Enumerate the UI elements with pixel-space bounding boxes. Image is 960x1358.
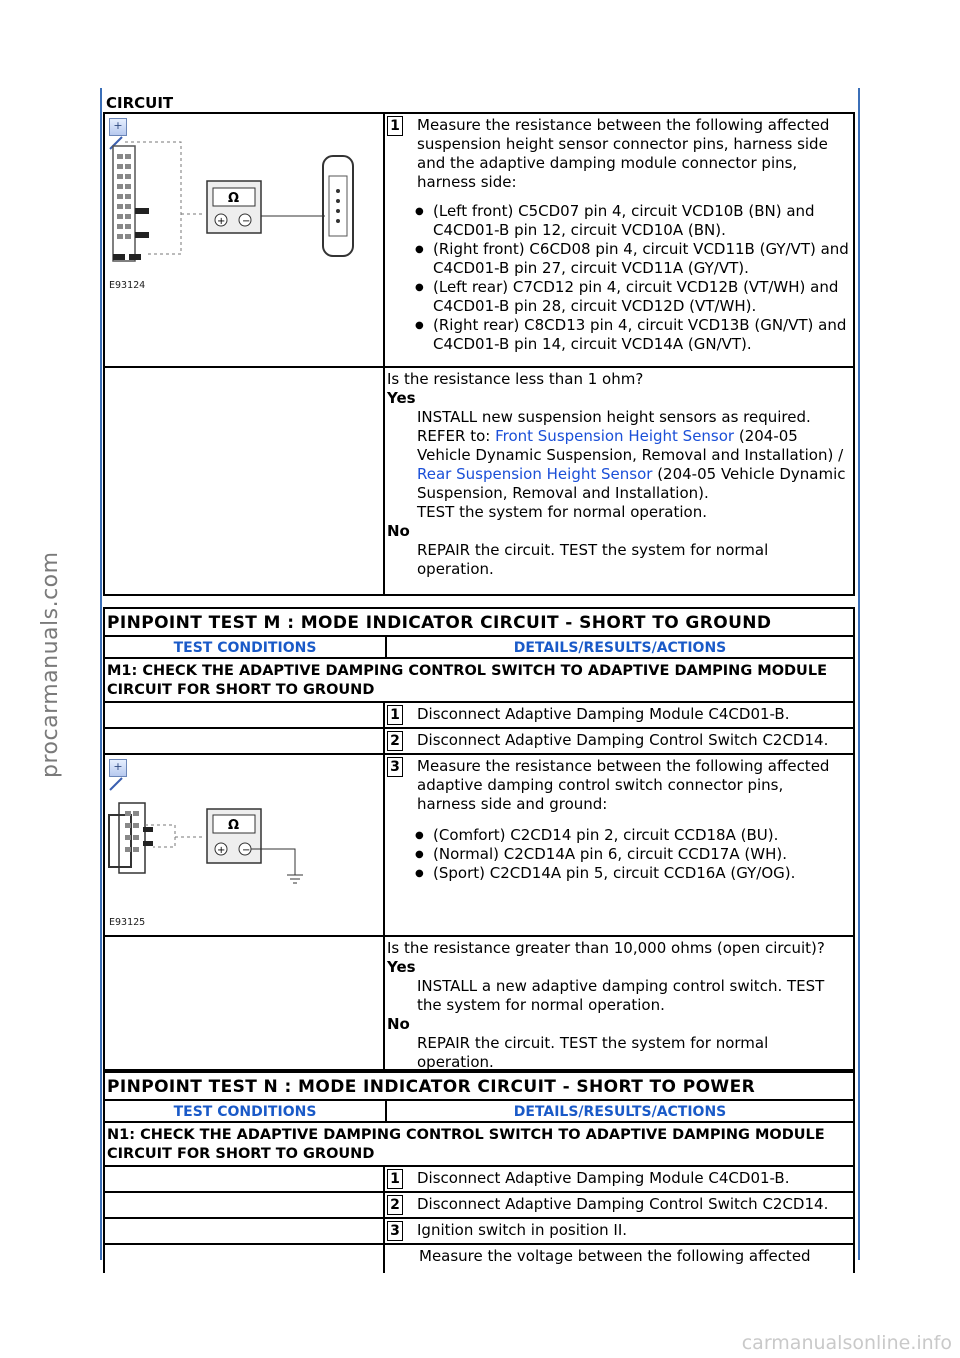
- bullet-item: ● (Sport) C2CD14A pin 5, circuit CCD16A (GY/OG).: [417, 864, 849, 883]
- step-cell: [385, 703, 853, 727]
- step-number: 3: [387, 757, 403, 777]
- question: Is the resistance less than 1 ohm?: [387, 370, 644, 388]
- bullet-list: [387, 202, 849, 354]
- bullet-item: ● (Normal) C2CD14A pin 6, circuit CCD17A (WH).: [417, 845, 849, 864]
- link2-suffix: (204-05 Vehicle Dynamic Suspension, Removal and Installation).: [417, 465, 846, 502]
- step-number: 1: [387, 705, 403, 725]
- refer-prefix: REFER to:: [417, 427, 496, 445]
- step-number: 1: [387, 116, 403, 136]
- bullet-item: ● (Right front) C6CD08 pin 4, circuit VCD11B (GY/VT) and C4CD01-B pin 27, circuit VCD11A (GY/VT).: [417, 240, 849, 278]
- step-number: 3: [387, 1221, 403, 1241]
- yes-test: TEST the system for normal operation.: [417, 503, 707, 521]
- link1-suffix: (204-05 Vehicle Dynamic Suspension, Removal and Installation) /: [417, 427, 844, 464]
- column-headers: [105, 1099, 853, 1121]
- step-text: Measure the resistance between the following affected suspension height sensor connector pins, harness side and the adaptive damping module connector pins, harness side:: [417, 116, 830, 191]
- svg-text:+: +: [217, 845, 226, 856]
- step-cell: [385, 1167, 853, 1191]
- step-number: 2: [387, 1195, 403, 1215]
- left-border-line: [100, 88, 102, 1260]
- zoom-icon[interactable]: +: [109, 759, 127, 777]
- right-border-line: [858, 88, 860, 1260]
- test-m-title: PINPOINT TEST M : MODE INDICATOR CIRCUIT - SHORT TO GROUND: [107, 613, 772, 633]
- figure-label: E93125: [109, 917, 146, 928]
- pinpoint-test-m: [103, 607, 855, 1071]
- wiring-diagram-figure: [105, 785, 381, 915]
- step-text: Disconnect Adaptive Damping Module C4CD01-B.: [417, 705, 790, 723]
- col-test-conditions: TEST CONDITIONS: [105, 637, 387, 657]
- bottom-watermark: carmanualsonline.info: [741, 1332, 952, 1354]
- bullet-list: [387, 826, 849, 883]
- step-n1-title: N1: CHECK THE ADAPTIVE DAMPING CONTROL SWITCH TO ADAPTIVE DAMPING MODULE CIRCUIT FOR SHORT TO GROUND: [105, 1121, 853, 1165]
- step-number: 2: [387, 731, 403, 751]
- rear-sensor-link[interactable]: Rear Suspension Height Sensor: [417, 465, 653, 483]
- empty-cell: [105, 1245, 385, 1273]
- bullet-item: ● (Left rear) C7CD12 pin 4, circuit VCD12B (VT/WH) and C4CD01-B pin 28, circuit VCD12D (VT/WH).: [417, 278, 849, 316]
- no-action: REPAIR the circuit. TEST the system for normal operation.: [417, 1034, 769, 1071]
- question: Is the resistance greater than 10,000 ohms (open circuit)?: [387, 939, 825, 957]
- empty-cell: [105, 729, 385, 753]
- yes-action: INSTALL a new adaptive damping control switch. TEST the system for normal operation.: [417, 977, 825, 1014]
- circuit-step-row: [105, 114, 853, 366]
- no-label: No: [387, 1015, 410, 1033]
- svg-text:Ω: Ω: [228, 191, 240, 206]
- step-cell: [385, 755, 853, 935]
- refer-text-2: [387, 465, 849, 503]
- figure-label: E93124: [109, 280, 146, 291]
- test-n-title: PINPOINT TEST N : MODE INDICATOR CIRCUIT - SHORT TO POWER: [107, 1077, 756, 1097]
- no-action: REPAIR the circuit. TEST the system for normal operation.: [417, 541, 769, 578]
- circuit-table: [103, 112, 855, 596]
- side-watermark: procarmanuals.com: [38, 551, 63, 778]
- step-text: Ignition switch in position II.: [417, 1221, 628, 1239]
- step-text: Disconnect Adaptive Damping Control Switch C2CD14.: [417, 731, 829, 749]
- bullet-item: ● (Comfort) C2CD14 pin 2, circuit CCD18A (BU).: [417, 826, 849, 845]
- step-number: 1: [387, 1169, 403, 1189]
- empty-cell: [105, 703, 385, 727]
- no-label: No: [387, 522, 410, 540]
- pinpoint-test-n: [103, 1071, 855, 1273]
- step-row: [105, 1191, 853, 1217]
- bullet-item: ● (Left front) C5CD07 pin 4, circuit VCD10B (BN) and C4CD01-B pin 12, circuit VCD10A (BN).: [417, 202, 849, 240]
- partial-step-text: Measure the voltage between the following affected: [419, 1247, 811, 1265]
- step-row: [105, 1165, 853, 1191]
- svg-text:+: +: [217, 216, 226, 227]
- figure-cell: [105, 114, 385, 366]
- step-text: Disconnect Adaptive Damping Control Switch C2CD14.: [417, 1195, 829, 1213]
- yes-action: INSTALL new suspension height sensors as required.: [417, 408, 811, 426]
- step-text: Measure the resistance between the following affected adaptive damping control switch connector pins, harness side and ground:: [417, 757, 830, 813]
- circuit-header: CIRCUIT: [106, 94, 174, 112]
- step-row-figure: [105, 753, 853, 935]
- circuit-step-details: [385, 114, 853, 366]
- step-row-partial: [105, 1243, 853, 1273]
- svg-text:Ω: Ω: [228, 818, 240, 833]
- empty-cell: [105, 1193, 385, 1217]
- result-details: [385, 368, 853, 594]
- empty-cell: [105, 368, 385, 594]
- step-m1-title: M1: CHECK THE ADAPTIVE DAMPING CONTROL SWITCH TO ADAPTIVE DAMPING MODULE CIRCUIT FOR SHORT TO GROUND: [105, 657, 853, 701]
- column-headers: [105, 635, 853, 657]
- empty-cell: [105, 1167, 385, 1191]
- svg-text:−: −: [242, 845, 251, 856]
- empty-cell: [105, 937, 385, 1069]
- col-details: DETAILS/RESULTS/ACTIONS: [513, 1104, 727, 1120]
- yes-label: Yes: [387, 389, 416, 407]
- result-row: [105, 935, 853, 1069]
- step-cell: [385, 1193, 853, 1217]
- refer-text: [387, 427, 849, 465]
- step-cell: [385, 1219, 853, 1243]
- result-row: [105, 366, 853, 594]
- empty-cell: [105, 1219, 385, 1243]
- wiring-diagram-figure: [105, 136, 381, 306]
- step-cell: [385, 729, 853, 753]
- step-row: [105, 701, 853, 727]
- step-row: [105, 727, 853, 753]
- result-details: [385, 937, 853, 1069]
- zoom-icon[interactable]: +: [109, 118, 127, 136]
- front-sensor-link[interactable]: Front Suspension Height Sensor: [495, 427, 735, 445]
- svg-text:−: −: [242, 216, 251, 227]
- figure-cell: [105, 755, 385, 935]
- step-text: Disconnect Adaptive Damping Module C4CD01-B.: [417, 1169, 790, 1187]
- col-test-conditions: TEST CONDITIONS: [105, 1101, 387, 1121]
- col-details: DETAILS/RESULTS/ACTIONS: [513, 640, 727, 656]
- yes-label: Yes: [387, 958, 416, 976]
- bullet-item: ● (Right rear) C8CD13 pin 4, circuit VCD13B (GN/VT) and C4CD01-B pin 14, circuit VCD14A (GN/VT).: [417, 316, 849, 354]
- step-row: [105, 1217, 853, 1243]
